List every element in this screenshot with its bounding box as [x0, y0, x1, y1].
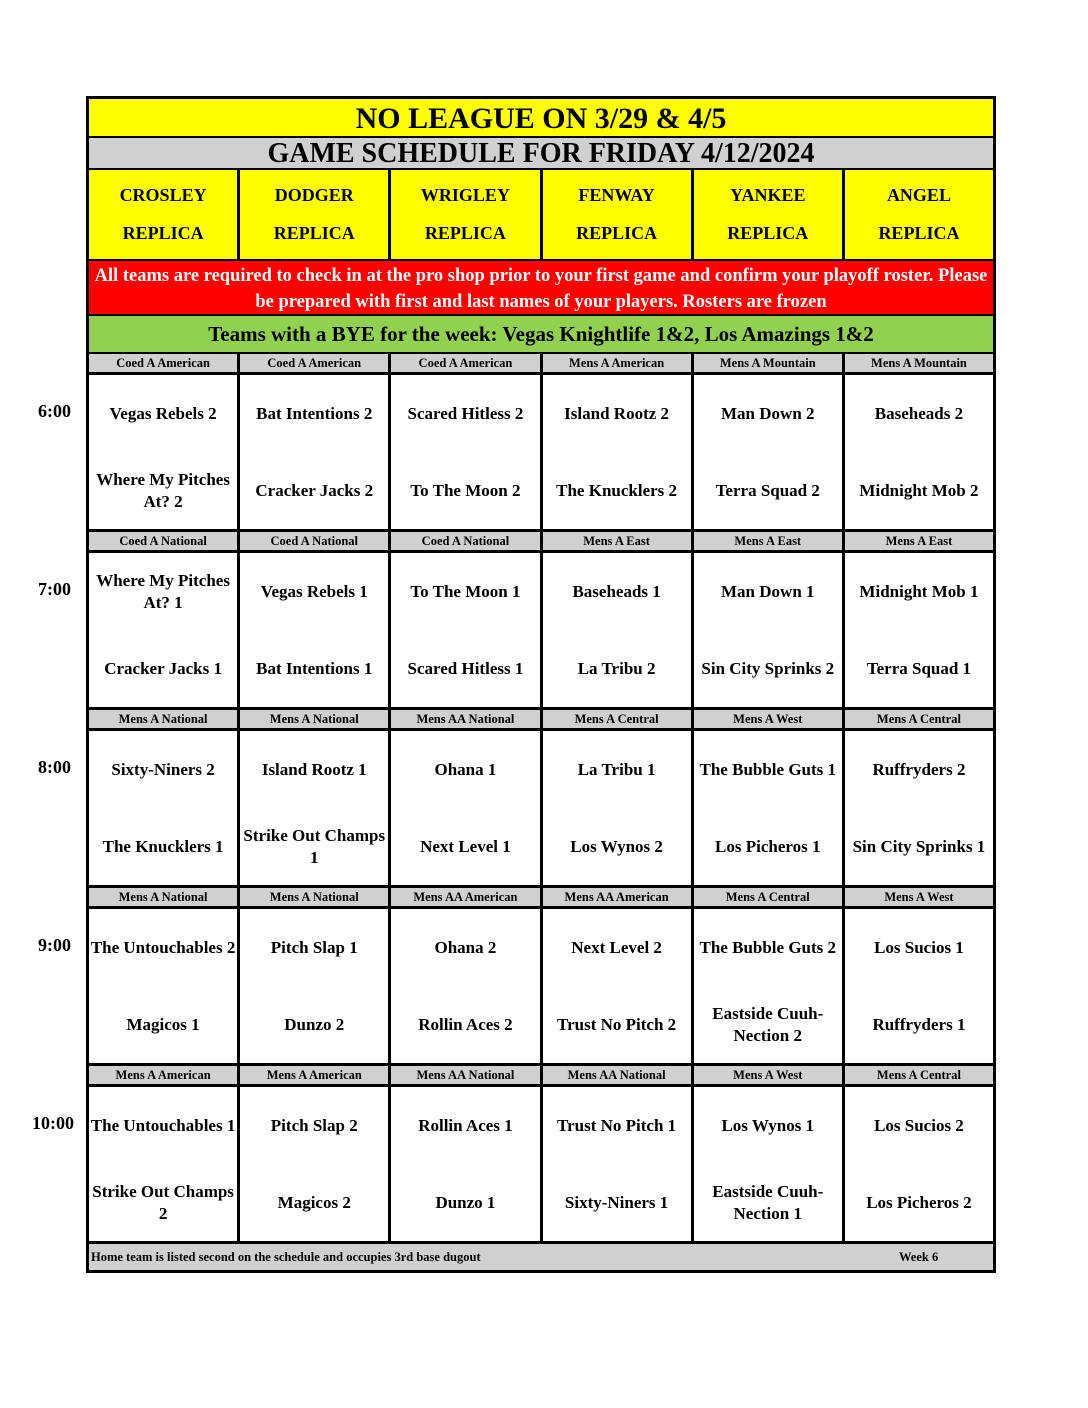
away-team: Baseheads 2 — [874, 403, 964, 423]
time-slot — [89, 888, 993, 1066]
home-team: Rollin Aces 2 — [418, 1014, 513, 1034]
home-team: Ruffryders 1 — [872, 1014, 966, 1034]
time-slot — [89, 710, 993, 888]
field-header — [694, 170, 842, 259]
division-label: Mens AA National — [391, 710, 539, 728]
game-cell — [391, 375, 539, 529]
away-team: The Untouchables 1 — [90, 1115, 236, 1135]
home-team: La Tribu 2 — [577, 658, 656, 678]
home-team: Los Picheros 2 — [866, 1192, 972, 1212]
game-cell — [845, 375, 993, 529]
home-team: Dunzo 2 — [284, 1014, 345, 1034]
games-row — [89, 375, 993, 532]
away-team: Baseheads 1 — [572, 581, 661, 601]
field-name: ANGEL — [886, 184, 951, 205]
home-team: Trust No Pitch 2 — [557, 1014, 677, 1034]
away-team: Man Down 1 — [721, 581, 815, 601]
game-cell — [694, 731, 842, 885]
field-header — [543, 170, 691, 259]
division-label: Mens A East — [543, 532, 691, 550]
division-label: Coed A American — [391, 354, 539, 372]
field-type: REPLICA — [576, 223, 658, 244]
away-team: Rollin Aces 1 — [418, 1115, 513, 1135]
division-label: Coed A National — [240, 532, 388, 550]
division-label: Mens A East — [845, 532, 993, 550]
week-label: Week 6 — [899, 1250, 939, 1264]
game-cell — [543, 731, 691, 885]
home-team: Magicos 2 — [277, 1192, 351, 1212]
time-label: 10:00 — [32, 1113, 74, 1133]
game-cell — [240, 909, 388, 1063]
field-type: REPLICA — [878, 223, 960, 244]
home-team: Magicos 1 — [126, 1014, 200, 1034]
game-cell — [391, 909, 539, 1063]
schedule-grid — [89, 354, 993, 1244]
division-label: Coed A American — [240, 354, 388, 372]
game-cell — [391, 1087, 539, 1241]
home-team: Bat Intentions 1 — [256, 658, 373, 678]
field-name: WRIGLEY — [420, 184, 510, 205]
division-label: Mens A National — [89, 710, 237, 728]
away-team: Ohana 1 — [434, 759, 497, 779]
home-team: Midnight Mob 2 — [859, 480, 979, 500]
away-team: The Bubble Guts 2 — [699, 937, 837, 957]
home-team: Scared Hitless 1 — [407, 658, 524, 678]
home-team: Cracker Jacks 1 — [104, 658, 222, 678]
away-team: Vegas Rebels 1 — [260, 581, 368, 601]
game-cell — [845, 1087, 993, 1241]
home-team: Sin City Sprinks 2 — [701, 658, 835, 678]
division-row — [89, 710, 993, 731]
division-label: Coed A National — [391, 532, 539, 550]
home-team: The Knucklers 1 — [102, 836, 224, 856]
field-name: YANKEE — [730, 184, 806, 205]
division-label: Mens A West — [845, 888, 993, 906]
away-team: Trust No Pitch 1 — [557, 1115, 677, 1135]
games-row — [89, 909, 993, 1066]
game-cell — [543, 909, 691, 1063]
schedule-subtitle: GAME SCHEDULE FOR FRIDAY 4/12/2024 — [89, 138, 993, 170]
division-label: Mens A Central — [845, 710, 993, 728]
field-type: REPLICA — [424, 223, 506, 244]
away-team: Los Sucios 1 — [874, 937, 964, 957]
division-label: Mens A Mountain — [694, 354, 842, 372]
division-label: Mens AA American — [543, 888, 691, 906]
division-label: Mens A West — [694, 710, 842, 728]
home-team: To The Moon 2 — [410, 480, 521, 500]
division-label: Mens A Mountain — [845, 354, 993, 372]
field-name: FENWAY — [578, 184, 655, 205]
division-label: Coed A National — [89, 532, 237, 550]
away-team: The Untouchables 2 — [90, 937, 236, 957]
field-type: REPLICA — [273, 223, 355, 244]
time-slot — [89, 532, 993, 710]
home-team-note: Home team is listed second on the schedule and occupies 3rd base dugout — [91, 1250, 481, 1264]
away-team: Man Down 2 — [721, 403, 815, 423]
division-label: Mens A West — [694, 1066, 842, 1084]
game-cell — [694, 1087, 842, 1241]
schedule-footer — [89, 1244, 993, 1270]
game-cell — [694, 375, 842, 529]
games-row — [89, 731, 993, 888]
game-cell — [89, 1087, 237, 1241]
field-header — [845, 170, 993, 259]
home-team: Terra Squad 1 — [866, 658, 972, 678]
away-team: Los Wynos 1 — [721, 1115, 815, 1135]
division-label: Mens A American — [543, 354, 691, 372]
check-in-notice: All teams are required to check in at the pro shop prior to your first game and confirm your playoff roster. Please be prepared with first and last names of your players. Rosters are frozen — [89, 261, 993, 316]
home-team: Where My Pitches At? 2 — [96, 469, 230, 511]
away-team: Island Rootz 2 — [564, 403, 670, 423]
game-cell — [89, 731, 237, 885]
time-label: 7:00 — [38, 579, 71, 599]
game-cell — [845, 731, 993, 885]
away-team: Midnight Mob 1 — [859, 581, 979, 601]
away-team: Bat Intentions 2 — [256, 403, 373, 423]
division-label: Mens A National — [240, 888, 388, 906]
away-team: To The Moon 1 — [410, 581, 521, 601]
game-cell — [694, 553, 842, 707]
away-team: Pitch Slap 1 — [270, 937, 358, 957]
game-cell — [391, 553, 539, 707]
away-team: Next Level 2 — [571, 937, 662, 957]
away-team: Sixty-Niners 2 — [111, 759, 215, 779]
time-slot — [89, 354, 993, 532]
division-row — [89, 888, 993, 909]
division-label: Mens A National — [89, 888, 237, 906]
away-team: Los Sucios 2 — [874, 1115, 964, 1135]
bye-teams-banner: Teams with a BYE for the week: Vegas Knightlife 1&2, Los Amazings 1&2 — [89, 316, 993, 354]
time-label: 9:00 — [38, 935, 71, 955]
away-team: The Bubble Guts 1 — [699, 759, 837, 779]
division-label: Mens A Central — [845, 1066, 993, 1084]
home-team: Dunzo 1 — [435, 1192, 496, 1212]
home-team: Los Wynos 2 — [570, 836, 663, 856]
away-team: Scared Hitless 2 — [407, 403, 524, 423]
game-cell — [543, 375, 691, 529]
game-cell — [240, 731, 388, 885]
division-label: Mens A American — [89, 1066, 237, 1084]
home-team: Sin City Sprinks 1 — [852, 836, 986, 856]
time-label: 8:00 — [38, 757, 71, 777]
game-cell — [89, 553, 237, 707]
division-label: Mens A American — [240, 1066, 388, 1084]
division-label: Coed A American — [89, 354, 237, 372]
division-row — [89, 532, 993, 553]
away-team: Ruffryders 2 — [872, 759, 966, 779]
games-row — [89, 553, 993, 710]
away-team: Where My Pitches At? 1 — [96, 570, 230, 612]
home-team: Cracker Jacks 2 — [255, 480, 374, 500]
division-label: Mens AA American — [391, 888, 539, 906]
time-label: 6:00 — [38, 401, 71, 421]
home-team: Eastside Cuuh-Nection 2 — [712, 1003, 824, 1045]
home-team: Los Picheros 1 — [715, 836, 821, 856]
home-team: Terra Squad 2 — [715, 480, 820, 500]
schedule-sheet — [86, 96, 996, 1273]
time-slot — [89, 1066, 993, 1244]
away-team: Island Rootz 1 — [261, 759, 367, 779]
game-cell — [89, 909, 237, 1063]
game-cell — [240, 375, 388, 529]
game-cell — [694, 909, 842, 1063]
division-label: Mens AA National — [543, 1066, 691, 1084]
field-type: REPLICA — [727, 223, 809, 244]
home-team: The Knucklers 2 — [556, 480, 678, 500]
field-name: CROSLEY — [119, 184, 207, 205]
game-cell — [240, 553, 388, 707]
game-cell — [543, 553, 691, 707]
game-cell — [845, 553, 993, 707]
field-type: REPLICA — [122, 223, 204, 244]
home-team: Eastside Cuuh-Nection 1 — [712, 1181, 824, 1223]
game-cell — [543, 1087, 691, 1241]
field-header — [89, 170, 237, 259]
division-label: Mens AA National — [391, 1066, 539, 1084]
game-cell — [89, 375, 237, 529]
field-header — [240, 170, 388, 259]
away-team: Pitch Slap 2 — [270, 1115, 358, 1135]
division-row — [89, 1066, 993, 1087]
division-label: Mens A Central — [543, 710, 691, 728]
home-team: Strike Out Champs 2 — [92, 1181, 234, 1223]
division-label: Mens A Central — [694, 888, 842, 906]
field-header-row — [89, 170, 993, 261]
page-title: NO LEAGUE ON 3/29 & 4/5 — [89, 99, 993, 138]
away-team: Ohana 2 — [434, 937, 497, 957]
games-row — [89, 1087, 993, 1244]
game-cell — [391, 731, 539, 885]
field-header — [391, 170, 539, 259]
home-team: Next Level 1 — [420, 836, 511, 856]
away-team: Vegas Rebels 2 — [109, 403, 217, 423]
home-team: Sixty-Niners 1 — [564, 1192, 669, 1212]
game-cell — [240, 1087, 388, 1241]
game-cell — [845, 909, 993, 1063]
field-name: DODGER — [274, 184, 354, 205]
away-team: La Tribu 1 — [577, 759, 656, 779]
home-team: Strike Out Champs 1 — [243, 825, 386, 867]
division-row — [89, 354, 993, 375]
division-label: Mens A East — [694, 532, 842, 550]
division-label: Mens A National — [240, 710, 388, 728]
